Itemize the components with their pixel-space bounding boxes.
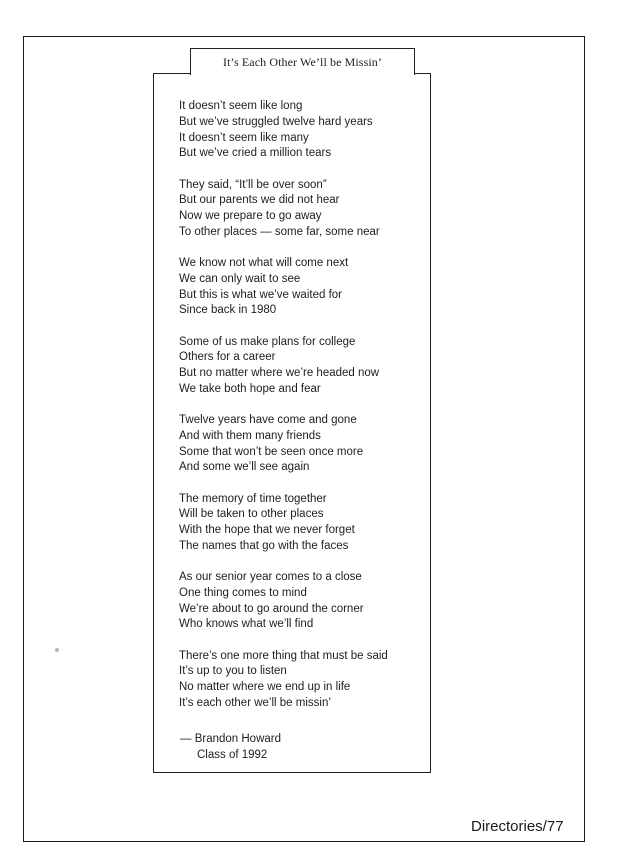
poem-line: Will be taken to other places bbox=[179, 508, 324, 521]
poem-line: Now we prepare to go away bbox=[179, 210, 322, 223]
poem-line: And some we’ll see again bbox=[179, 461, 310, 474]
poem-line: Others for a career bbox=[179, 351, 276, 364]
paper-speck bbox=[55, 648, 59, 652]
poem-line: But we’ve cried a million tears bbox=[179, 147, 332, 160]
poem-line: But no matter where we’re headed now bbox=[179, 367, 380, 380]
poem-line: We can only wait to see bbox=[179, 272, 301, 285]
class-year: Class of 1992 bbox=[197, 748, 268, 761]
stanza-4 bbox=[179, 335, 429, 414]
poem-line: With the hope that we never forget bbox=[179, 524, 355, 537]
poem-line: But this is what we’ve waited for bbox=[179, 288, 342, 301]
poem-body bbox=[179, 99, 429, 727]
poem-line: It doesn’t seem like long bbox=[179, 100, 303, 112]
poem-line: And with them many friends bbox=[179, 429, 321, 442]
poem-line: But our parents we did not hear bbox=[179, 194, 340, 207]
poem-line: To other places — some far, some near bbox=[179, 225, 380, 238]
poem-line: No matter where we end up in life bbox=[179, 681, 351, 694]
author-name: — Brandon Howard bbox=[180, 733, 281, 745]
stanza-2 bbox=[179, 178, 429, 257]
poem-line: But we’ve struggled twelve hard years bbox=[179, 115, 373, 128]
stanza-1 bbox=[179, 99, 429, 178]
stanza-3 bbox=[179, 256, 429, 335]
stanza-8 bbox=[179, 649, 429, 728]
poem-line: The names that go with the faces bbox=[179, 539, 349, 552]
poem-line: We take both hope and fear bbox=[179, 382, 321, 395]
poem-line: They said, “It’ll be over soon” bbox=[179, 178, 327, 191]
stanza-6 bbox=[179, 492, 429, 571]
poem-line: There’s one more thing that must be said bbox=[179, 649, 388, 662]
poem-line: Twelve years have come and gone bbox=[179, 414, 357, 426]
poem-title: It’s Each Other We’ll be Missin’ bbox=[190, 48, 415, 75]
poem-line: It’s each other we’ll be missin’ bbox=[179, 696, 331, 709]
page-footer: Directories/77 bbox=[471, 818, 564, 835]
stanza-7 bbox=[179, 570, 429, 649]
poem-line: Some of us make plans for college bbox=[179, 335, 356, 348]
poem-line: We know not what will come next bbox=[179, 257, 349, 269]
poem-line: One thing comes to mind bbox=[179, 586, 307, 599]
poem-line: As our senior year comes to a close bbox=[179, 571, 362, 583]
poem-line: Who knows what we’ll find bbox=[179, 618, 314, 631]
stanza-5 bbox=[179, 413, 429, 492]
poem-line: Some that won’t be seen once more bbox=[179, 445, 364, 458]
poem-line: Since back in 1980 bbox=[179, 304, 277, 317]
poem-line: The memory of time together bbox=[179, 492, 327, 505]
poem-line: We’re about to go around the corner bbox=[179, 602, 364, 615]
poem-line: It’s up to you to listen bbox=[179, 665, 287, 678]
poem-signature bbox=[180, 732, 380, 764]
poem-line: It doesn’t seem like many bbox=[179, 131, 309, 144]
